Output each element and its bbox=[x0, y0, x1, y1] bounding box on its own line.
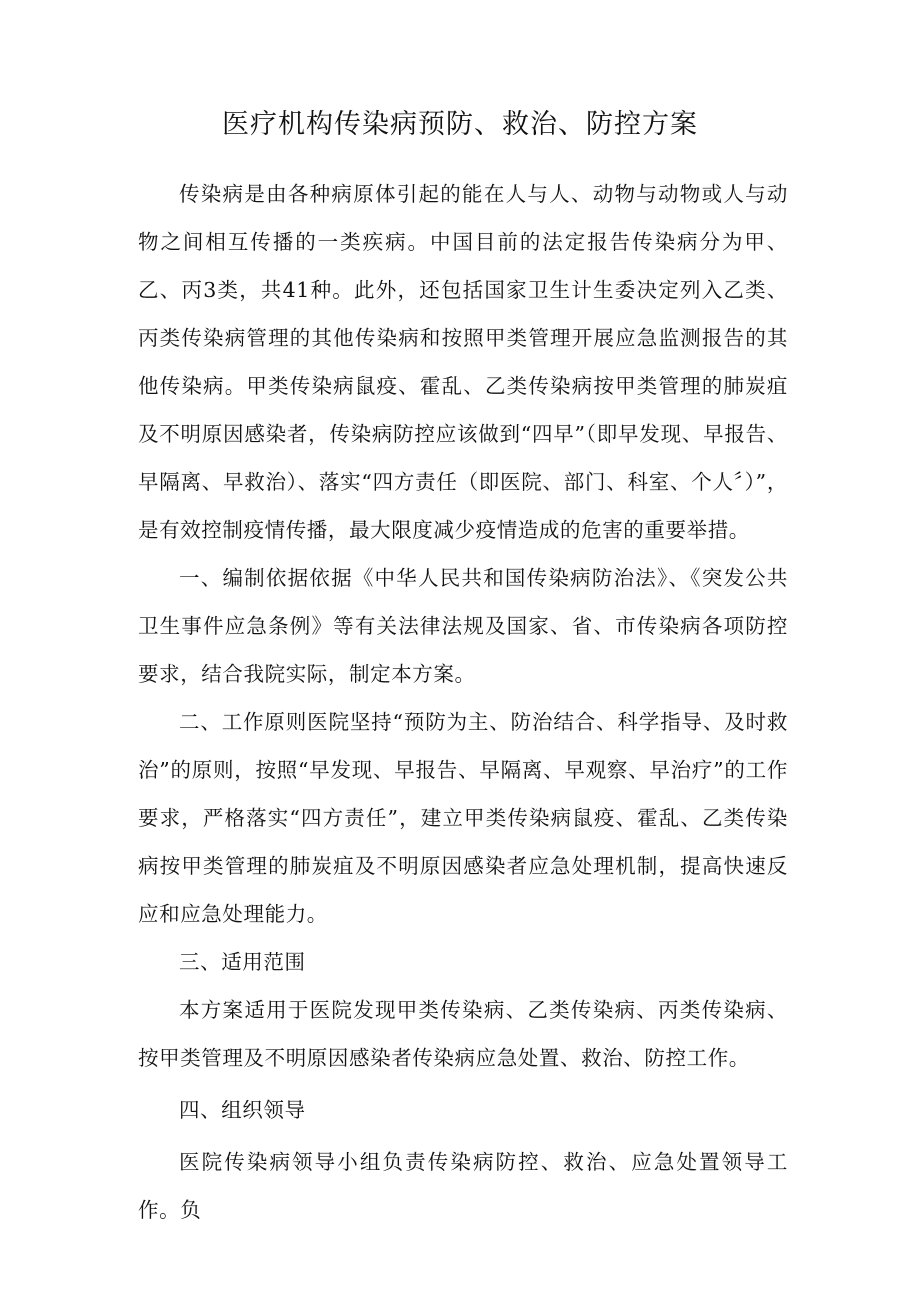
section-4-paragraph: 医院传染病领导小组负责传染病防控、救治、应急处置领导工作。负 bbox=[138, 1150, 788, 1222]
section-3-heading-block bbox=[138, 938, 788, 986]
section-3-block bbox=[138, 986, 788, 1082]
document-title: 医疗机构传染病预防、救治、防控方案 bbox=[222, 109, 698, 140]
intro-block bbox=[138, 170, 788, 554]
section-1-block bbox=[138, 554, 788, 698]
section-4-heading-block bbox=[138, 1086, 788, 1134]
section-1-paragraph: 一、编制依据依据《中华人民共和国传染病防治法》、《突发公共卫生事件应急条例》等有关法律法规及国家、省、市传染病各项防控要求，结合我院实际，制定本方案。 bbox=[138, 566, 788, 686]
section-2-block bbox=[138, 698, 788, 938]
section-3-paragraph: 本方案适用于医院发现甲类传染病、乙类传染病、丙类传染病、按甲类管理及不明原因感染者传染病应急处置、救治、防控工作。 bbox=[138, 998, 788, 1070]
intro-paragraph: 传染病是由各种病原体引起的能在人与人、动物与动物或人与动物之间相互传播的一类疾病。中国目前的法定报告传染病分为甲、乙、丙3类，共41种。此外，还包括国家卫生计生委决定列入乙类、丙类传染病管理的其他传染病和按照甲类管理开展应急监测报告的其他传染病。甲类传染病鼠疫、霍乱、乙类传染病按甲类管理的肺炭疽及不明原因感染者，传染病防控应该做到“四早”（即早发现、早报告、早隔离、早救治）、落实“四方责任（即医院、部门、科室、个人〞）”，是有效控制疫情传播，最大限度减少疫情造成的危害的重要举措。 bbox=[138, 182, 788, 542]
section-4-block bbox=[138, 1138, 788, 1234]
section-3-heading: 三、适用范围 bbox=[179, 950, 306, 974]
section-4-heading: 四、组织领导 bbox=[179, 1098, 306, 1122]
section-2-paragraph: 二、工作原则医院坚持“预防为主、防治结合、科学指导、及时救治”的原则，按照“早发现、早报告、早隔离、早观察、早治疗”的工作要求，严格落实“四方责任”，建立甲类传染病鼠疫、霍乱、乙类传染病按甲类管理的肺炭疽及不明原因感染者应急处理机制，提高快速反应和应急处理能力。 bbox=[138, 710, 788, 926]
